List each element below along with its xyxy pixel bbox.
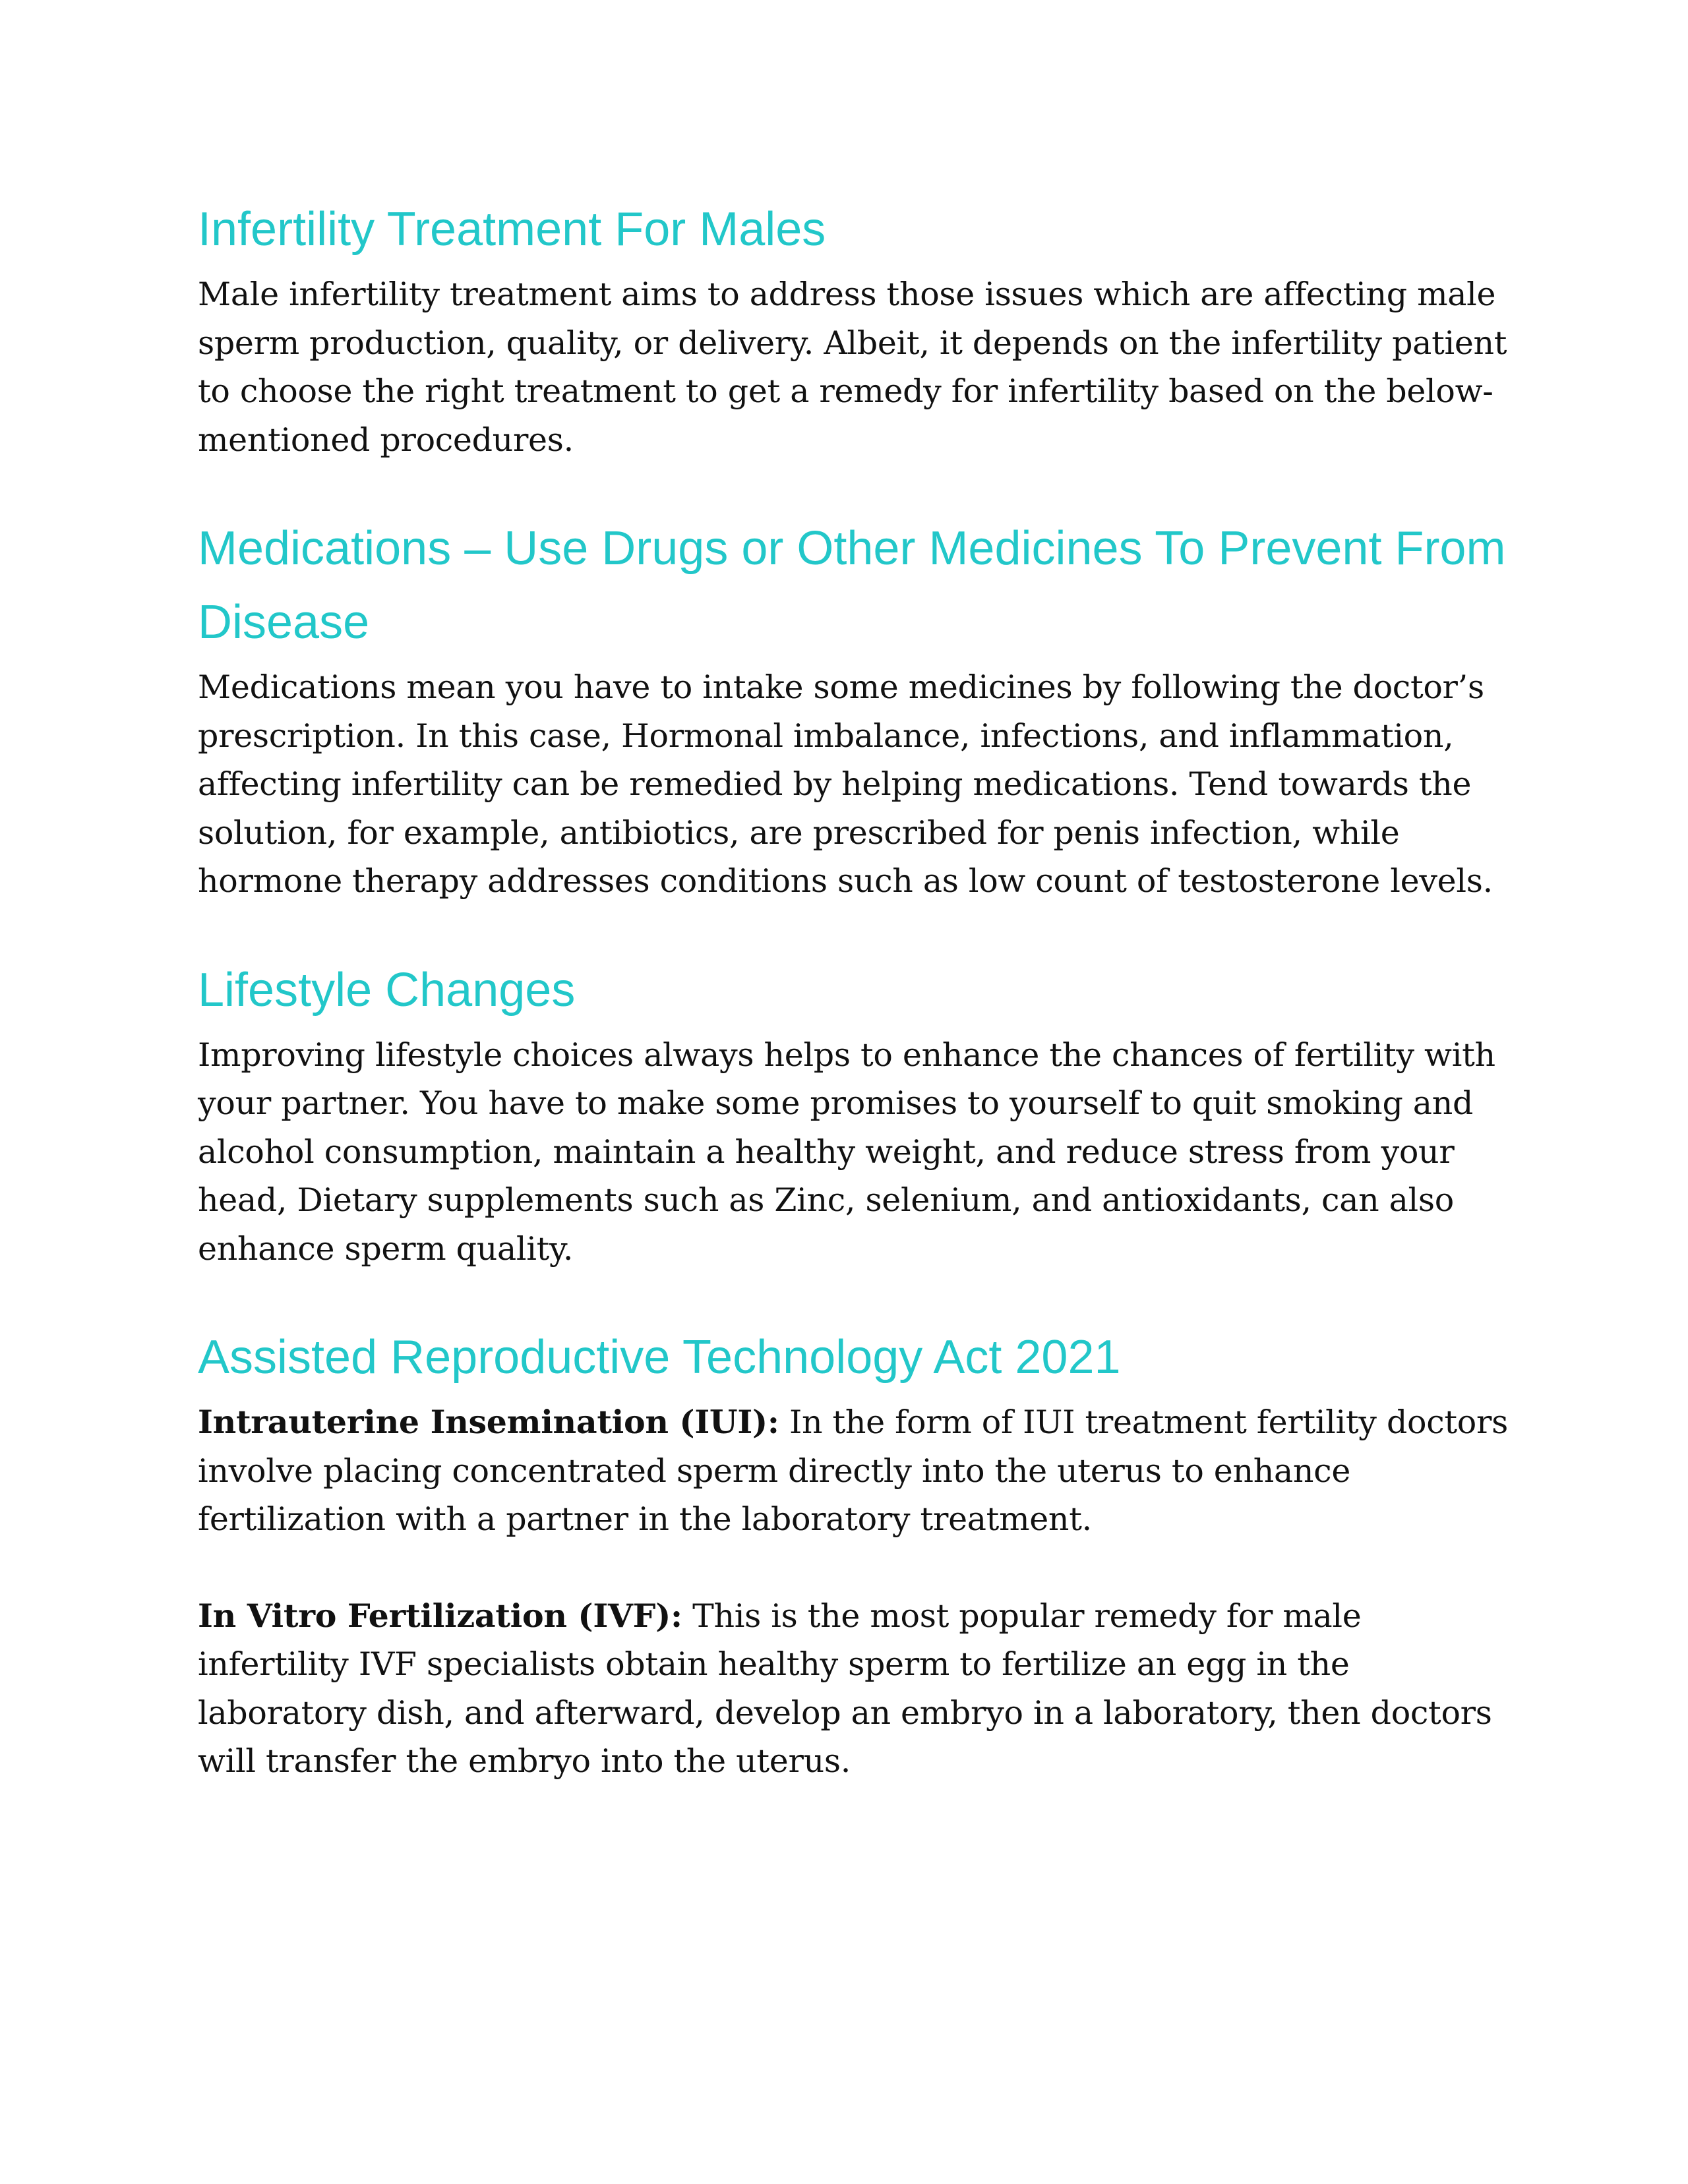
document-page [198,192,1517,1786]
section-heading: Infertility Treatment For Males [198,203,826,256]
section-lifestyle [198,953,1517,1274]
ivf-term: In Vitro Fertilization (IVF): [198,1596,682,1635]
section-heading: Medications – Use Drugs or Other Medicines To Prevent From Disease [198,522,1506,649]
section-paragraph: Medications mean you have to intake some medicines by following the doctor’s prescription. In this case, Hormonal imbalance, infections, and inflammation, affecting infertility can be remedied by helping medications. Tend towards the solution, for example, antibiotics, are prescribed for penis infection, while hormone therapy addresses conditions such as low count of testosterone levels. [198,668,1493,900]
section-male-treatment [198,192,1517,464]
section-paragraph: Improving lifestyle choices always helps to enhance the chances of fertility with your partner. You have to make some promises to yourself to quit smoking and alcohol consumption, maintain a healthy weight, and reduce stress from your head, Dietary supplements such as Zinc, selenium, and antioxidants, can also enhance sperm quality. [198,1036,1495,1268]
section-heading: Lifestyle Changes [198,963,576,1017]
iui-text: In the form of IUI treatment fertility doctors involve placing concentrated sperm directly into the uterus to enhance fertilization with a partner in the laboratory treatment. [198,1403,1508,1538]
iui-term: Intrauterine Insemination (IUI): [198,1403,779,1441]
ivf-text: This is the most popular remedy for male infertility IVF specialists obtain healthy sperm to fertilize an egg in the laboratory dish, and afterward, develop an embryo in a laboratory, then doctors will transfer the embryo into the uterus. [198,1597,1492,1780]
iui-paragraph [198,1398,1517,1544]
section-art-act [198,1320,1517,1786]
section-medications [198,512,1517,906]
ivf-paragraph [198,1592,1517,1786]
section-heading: Assisted Reproductive Technology Act 2021 [198,1331,1121,1384]
section-paragraph: Male infertility treatment aims to address those issues which are affecting male sperm production, quality, or delivery. Albeit, it depends on the infertility patient to choose the right treatment to get a remedy for infertility based on the below-mentioned procedures. [198,276,1507,459]
